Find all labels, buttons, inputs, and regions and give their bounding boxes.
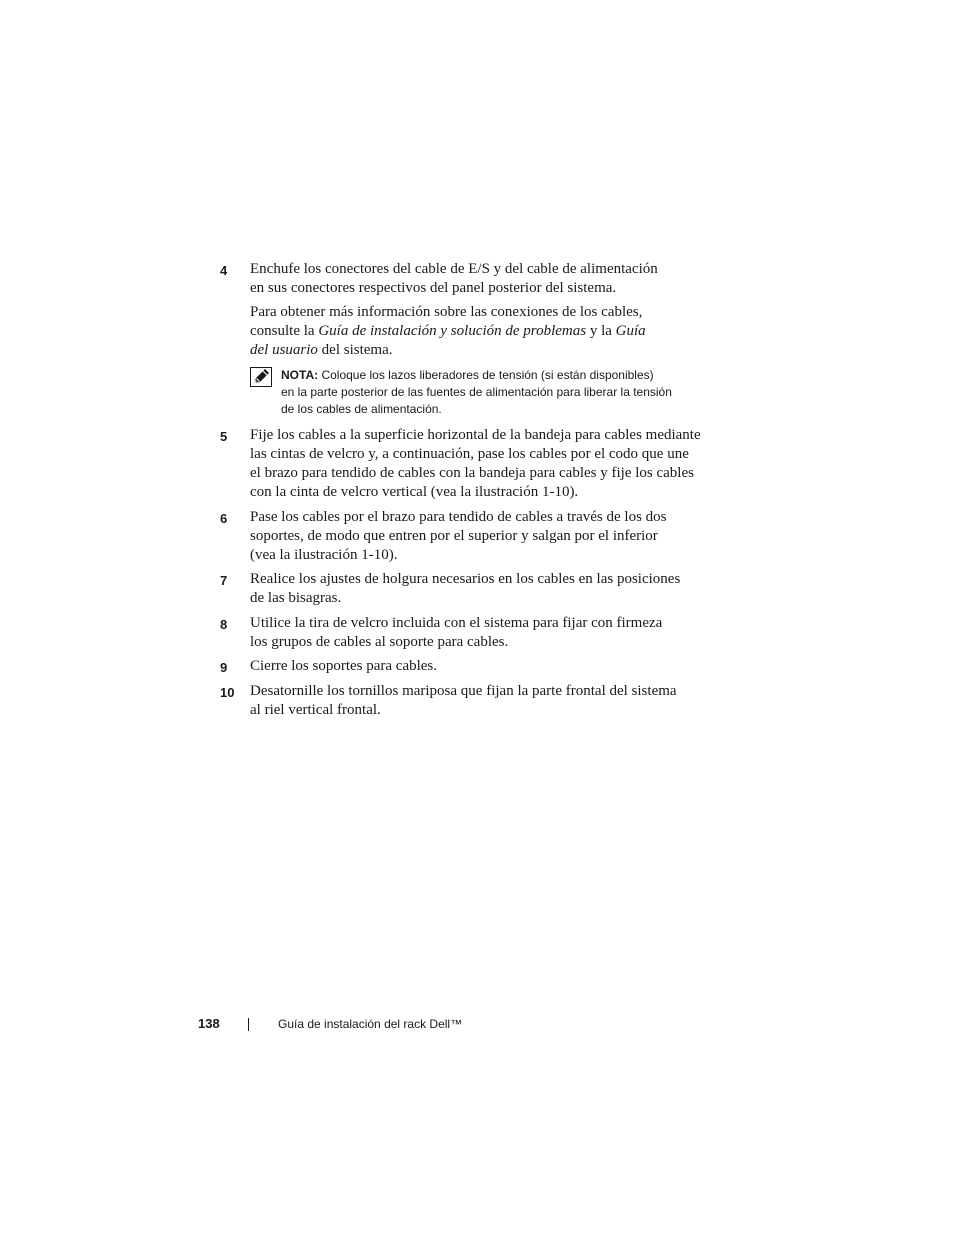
step-number: 4 [220, 263, 228, 278]
guide-title-users-cont: del usuario [250, 342, 318, 358]
step-text-line: los grupos de cables al soporte para cables. [250, 634, 509, 650]
info-line [250, 341, 720, 360]
info-line: Para obtener más información sobre las conexiones de los cables, [250, 304, 643, 320]
step-text-line: las cintas de velcro y, a continuación, pase los cables por el codo que une [250, 446, 689, 462]
step-number: 8 [220, 617, 228, 632]
step-6 [220, 508, 720, 565]
note-line [281, 367, 720, 384]
step-text-line: Cierre los soportes para cables. [250, 658, 438, 674]
guide-title-users: Guía [615, 323, 646, 339]
info-line [250, 322, 720, 341]
note-line: de los cables de alimentación. [281, 402, 442, 416]
step-text-line: (vea la ilustración 1-10). [250, 547, 398, 563]
page-number: 138 [198, 1016, 220, 1031]
footer-title: Guía de instalación del rack Dell™ [278, 1017, 463, 1031]
step-text-line: Utilice la tira de velcro incluida con el sistema para fijar con firmeza [250, 615, 663, 631]
step-number: 10 [220, 685, 235, 700]
step-9 [220, 657, 720, 676]
step-text-line: Desatornille los tornillos mariposa que fijan la parte frontal del sistema [250, 683, 677, 699]
step-number: 6 [220, 511, 228, 526]
note-block [250, 367, 720, 418]
step-text-line: de las bisagras. [250, 590, 342, 606]
step-text-line: soportes, de modo que entren por el superior y salgan por el inferior [250, 528, 658, 544]
step-text-line: Realice los ajustes de holgura necesarios en los cables en las posiciones [250, 571, 681, 587]
pencil-note-icon [250, 367, 272, 387]
note-line: en la parte posterior de las fuentes de alimentación para liberar la tensión [281, 385, 672, 399]
info-text: consulte la [250, 323, 319, 339]
step-text-line: al riel vertical frontal. [250, 702, 381, 718]
step-text-line: con la cinta de velcro vertical (vea la ilustración 1-10). [250, 484, 579, 500]
step-7 [220, 570, 720, 608]
step-4 [220, 260, 720, 298]
step-10 [220, 682, 720, 720]
page-footer [0, 1016, 954, 1036]
step-text-line: Enchufe los conectores del cable de E/S y del cable de alimentación [250, 261, 658, 277]
step-5 [220, 426, 720, 502]
step-text-line: el brazo para tendido de cables con la bandeja para cables y fije los cables [250, 465, 694, 481]
step-number: 5 [220, 429, 228, 444]
info-paragraph [250, 303, 720, 360]
step-text-line: en sus conectores respectivos del panel posterior del sistema. [250, 280, 617, 296]
footer-divider [248, 1018, 249, 1031]
step-number: 7 [220, 573, 228, 588]
info-text: y la [586, 323, 616, 339]
note-label: NOTA: [281, 368, 319, 382]
note-text: Coloque los lazos liberadores de tensión (si están disponibles) [321, 368, 654, 382]
info-text: del sistema. [317, 342, 393, 358]
step-8 [220, 614, 720, 652]
step-number: 9 [220, 660, 228, 675]
guide-title-troubleshooting: Guía de instalación y solución de problemas [318, 323, 587, 339]
step-text-line: Fije los cables a la superficie horizontal de la bandeja para cables mediante [250, 427, 701, 443]
step-text-line: Pase los cables por el brazo para tendido de cables a través de los dos [250, 509, 667, 525]
